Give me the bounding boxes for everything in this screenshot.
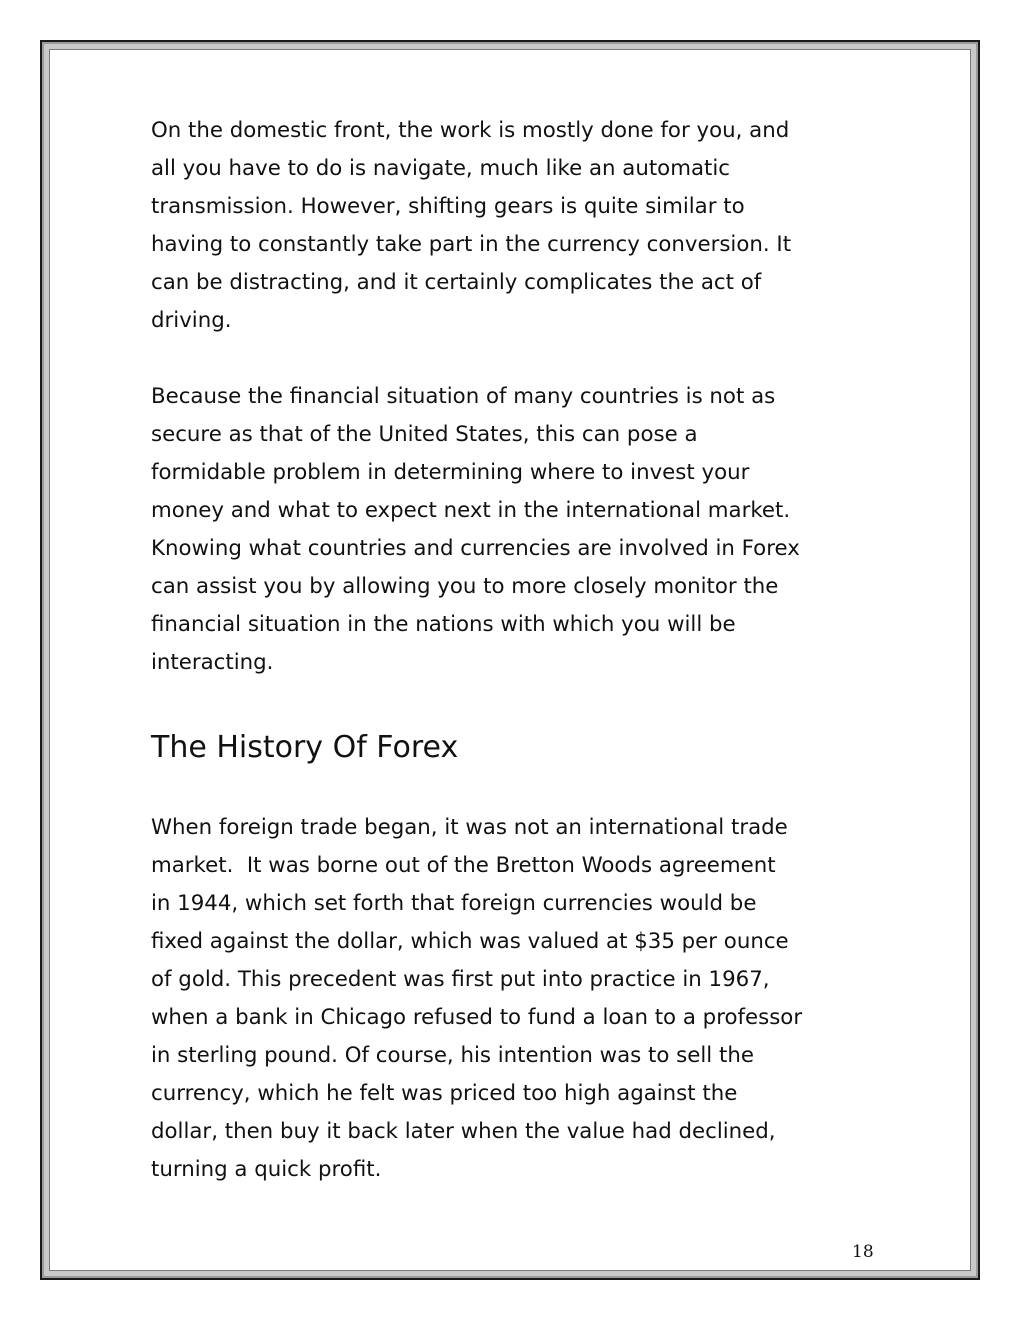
text-line: when a bank in Chicago refused to fund a loan to a professor bbox=[151, 1005, 803, 1030]
text-line: having to constantly take part in the currency conversion. It bbox=[151, 232, 792, 257]
paragraph-domestic-front bbox=[151, 112, 881, 340]
text-line: dollar, then buy it back later when the value had declined, bbox=[151, 1119, 776, 1144]
text-line: turning a quick profit. bbox=[151, 1157, 382, 1182]
text-line: When foreign trade began, it was not an international trade bbox=[151, 815, 788, 840]
text-line: of gold. This precedent was first put into practice in 1967, bbox=[151, 967, 770, 992]
text-line: can be distracting, and it certainly complicates the act of bbox=[151, 270, 762, 295]
paragraph-history bbox=[151, 809, 881, 1189]
text-line: Because the financial situation of many countries is not as bbox=[151, 384, 776, 409]
text-line: can assist you by allowing you to more closely monitor the bbox=[151, 574, 779, 599]
text-line: money and what to expect next in the international market. bbox=[151, 498, 791, 523]
text-line: transmission. However, shifting gears is quite similar to bbox=[151, 194, 745, 219]
text-line: Knowing what countries and currencies are involved in Forex bbox=[151, 536, 800, 561]
page-number: 18 bbox=[852, 1242, 874, 1262]
text-line: all you have to do is navigate, much like an automatic bbox=[151, 156, 730, 181]
text-line: in sterling pound. Of course, his intention was to sell the bbox=[151, 1043, 754, 1068]
intro-text bbox=[151, 112, 881, 682]
text-line: fixed against the dollar, which was valued at $35 per ounce bbox=[151, 929, 789, 954]
paragraph-financial-situation bbox=[151, 378, 881, 682]
text-line: interacting. bbox=[151, 650, 274, 675]
text-line: driving. bbox=[151, 308, 232, 333]
text-line: currency, which he felt was priced too high against the bbox=[151, 1081, 738, 1106]
text-line: in 1944, which set forth that foreign currencies would be bbox=[151, 891, 757, 916]
text-line: formidable problem in determining where to invest your bbox=[151, 460, 750, 485]
text-line: market. It was borne out of the Bretton Woods agreement bbox=[151, 853, 776, 878]
text-line: secure as that of the United States, this can pose a bbox=[151, 422, 698, 447]
text-line: financial situation in the nations with which you will be bbox=[151, 612, 736, 637]
text-line: On the domestic front, the work is mostly done for you, and bbox=[151, 118, 790, 143]
section-heading: The History Of Forex bbox=[151, 730, 459, 765]
